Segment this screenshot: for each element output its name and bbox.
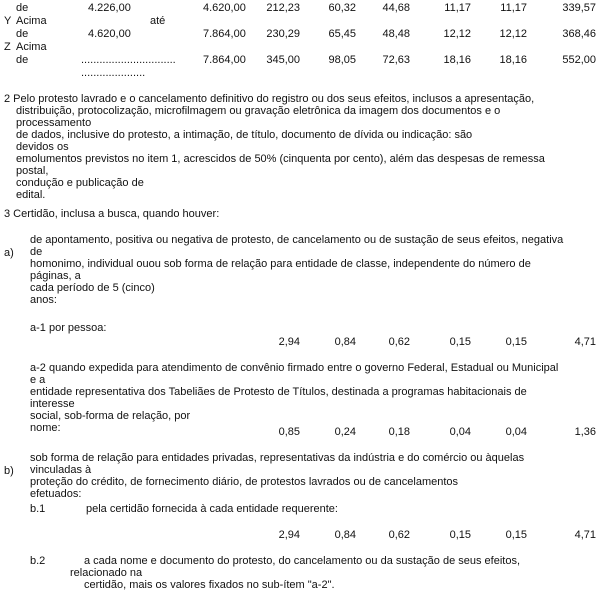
row-from: 4.620,00 (88, 28, 131, 40)
row-to-word: até (150, 15, 166, 27)
b1-text: pela certidão fornecida à cada entidade requerente: (86, 503, 338, 515)
row-to: 4.620,00 (203, 2, 246, 14)
row-to: 7.864,00 (203, 28, 246, 40)
b1-value: 0,15 (449, 529, 471, 541)
b-text-line: proteção do crédito, de fornecimento diário, de protestos lavrados ou de cancelamentos (30, 476, 459, 488)
b-text-line: vinculadas à (30, 464, 92, 476)
row-value: 552,00 (562, 54, 596, 66)
row-letter: Y (4, 15, 12, 27)
a2-value: 0,24 (334, 426, 356, 438)
b2-number: b.2 (30, 555, 46, 567)
a2-text-line: interesse (30, 398, 75, 410)
a1-value: 2,94 (278, 336, 300, 348)
a-text-line: de apontamento, positiva ou negativa de protesto, de cancelamento ou de sustação de seus efeitos, negativa (30, 234, 564, 246)
row-value: 18,16 (443, 54, 471, 66)
a2-value: 0,04 (449, 426, 471, 438)
b2-text-line: certidão, mais os valores fixados no sub-ítem "a-2". (84, 579, 335, 591)
b2-text-line: a cada nome e documento do protesto, do cancelamento ou da sustação de seus efeitos, (84, 555, 521, 567)
item2-line: de dados, inclusive do protesto, a intimação, de título, documento de dívida ou indicação: são (16, 129, 473, 141)
a2-value: 0,18 (388, 426, 410, 438)
a1-label: a-1 por pessoa: (30, 322, 107, 334)
item2-line: 2 Pelo protesto lavrado e o cancelamento definitivo do registro ou dos seus efeitos, inclusos a apresentação, (4, 93, 535, 105)
a2-value: 0,85 (278, 426, 300, 438)
item2-line: processamento (16, 117, 92, 129)
a2-text-line: nome: (30, 422, 61, 434)
row-value: 72,63 (382, 54, 410, 66)
a2-text-line: entidade representativa dos Tabeliães de Protesto de Títulos, destinada a programas habitacionais de (30, 386, 527, 398)
item2-line: devidos os (16, 141, 69, 153)
a-text-line: páginas, a (30, 270, 81, 282)
row-value: 345,00 (266, 54, 300, 66)
item2-line: condução e publicação de (16, 177, 144, 189)
row-from: ............................... (81, 54, 176, 66)
a2-text-line: e a (30, 374, 46, 386)
row-value: 12,12 (499, 28, 527, 40)
row-value: 11,17 (500, 2, 527, 14)
row-letter: Z (4, 41, 11, 53)
a-text-line: homonimo, individual ouou sob forma de relação para entidade de classe, independente do número de (30, 258, 531, 270)
row-value: 12,12 (443, 28, 471, 40)
a2-value: 1,36 (574, 426, 596, 438)
row-value: 48,48 (382, 28, 410, 40)
a2-text-line: social, sob-forma de relação, por (30, 410, 191, 422)
b2-text-line: relacionado na (70, 567, 143, 579)
b1-number: b.1 (30, 503, 46, 515)
b1-value: 2,94 (278, 529, 300, 541)
a1-value: 0,15 (505, 336, 527, 348)
item2-line: emolumentos previstos no item 1, acrescidos de 50% (cinquenta por cento), além das despesas de remessa (16, 153, 545, 165)
b1-value: 0,62 (388, 529, 410, 541)
row-label: de (16, 54, 29, 66)
row-label: de (16, 2, 29, 14)
a1-value: 4,71 (574, 336, 596, 348)
item2-line: distribuição, protocolização, microfilmagem ou gravação eletrônica da imagem dos documentos e o (16, 105, 501, 117)
b1-value: 0,15 (505, 529, 527, 541)
a1-value: 0,15 (449, 336, 471, 348)
a1-value: 0,84 (334, 336, 356, 348)
row-value: 339,57 (562, 2, 596, 14)
row-value: 11,17 (444, 2, 471, 14)
row-to: 7.864,00 (203, 54, 246, 66)
a2-value: 0,04 (505, 426, 527, 438)
b1-value: 4,71 (574, 529, 596, 541)
row-label: Acima (16, 15, 47, 27)
row-value: 98,05 (328, 54, 356, 66)
row-value: 65,45 (328, 28, 356, 40)
row-value: 44,68 (382, 2, 410, 14)
item3-heading: 3 Certidão, inclusa a busca, quando houver: (4, 208, 220, 220)
b1-value: 0,84 (334, 529, 356, 541)
a-text-line: de (30, 246, 43, 258)
row-from: 4.226,00 (88, 2, 131, 14)
a2-text-line: a-2 quando expedida para atendimento de convênio firmado entre o governo Federal, Estadual ou Municipal (30, 362, 559, 374)
row-label: de (16, 28, 29, 40)
item2-line: postal, (16, 165, 49, 177)
row-label: Acima (16, 41, 47, 53)
row-value: 60,32 (328, 2, 356, 14)
b-text-line: sob forma de relação para entidades privadas, representativas da indústria e do comércio ou àquelas (30, 452, 525, 464)
b-text-line: efetuados: (30, 488, 82, 500)
row-value: 18,16 (499, 54, 527, 66)
row-value: 230,29 (266, 28, 300, 40)
a-label: a) (4, 247, 14, 259)
row-value: 212,23 (266, 2, 300, 14)
a-text-line: cada período de 5 (cinco) (30, 282, 155, 294)
a-text-line: anos: (30, 294, 57, 306)
b-label: b) (4, 465, 14, 477)
item2-line: edital. (16, 189, 46, 201)
row-value: 368,46 (562, 28, 596, 40)
a1-value: 0,62 (388, 336, 410, 348)
row-from: ..................... (81, 67, 146, 79)
